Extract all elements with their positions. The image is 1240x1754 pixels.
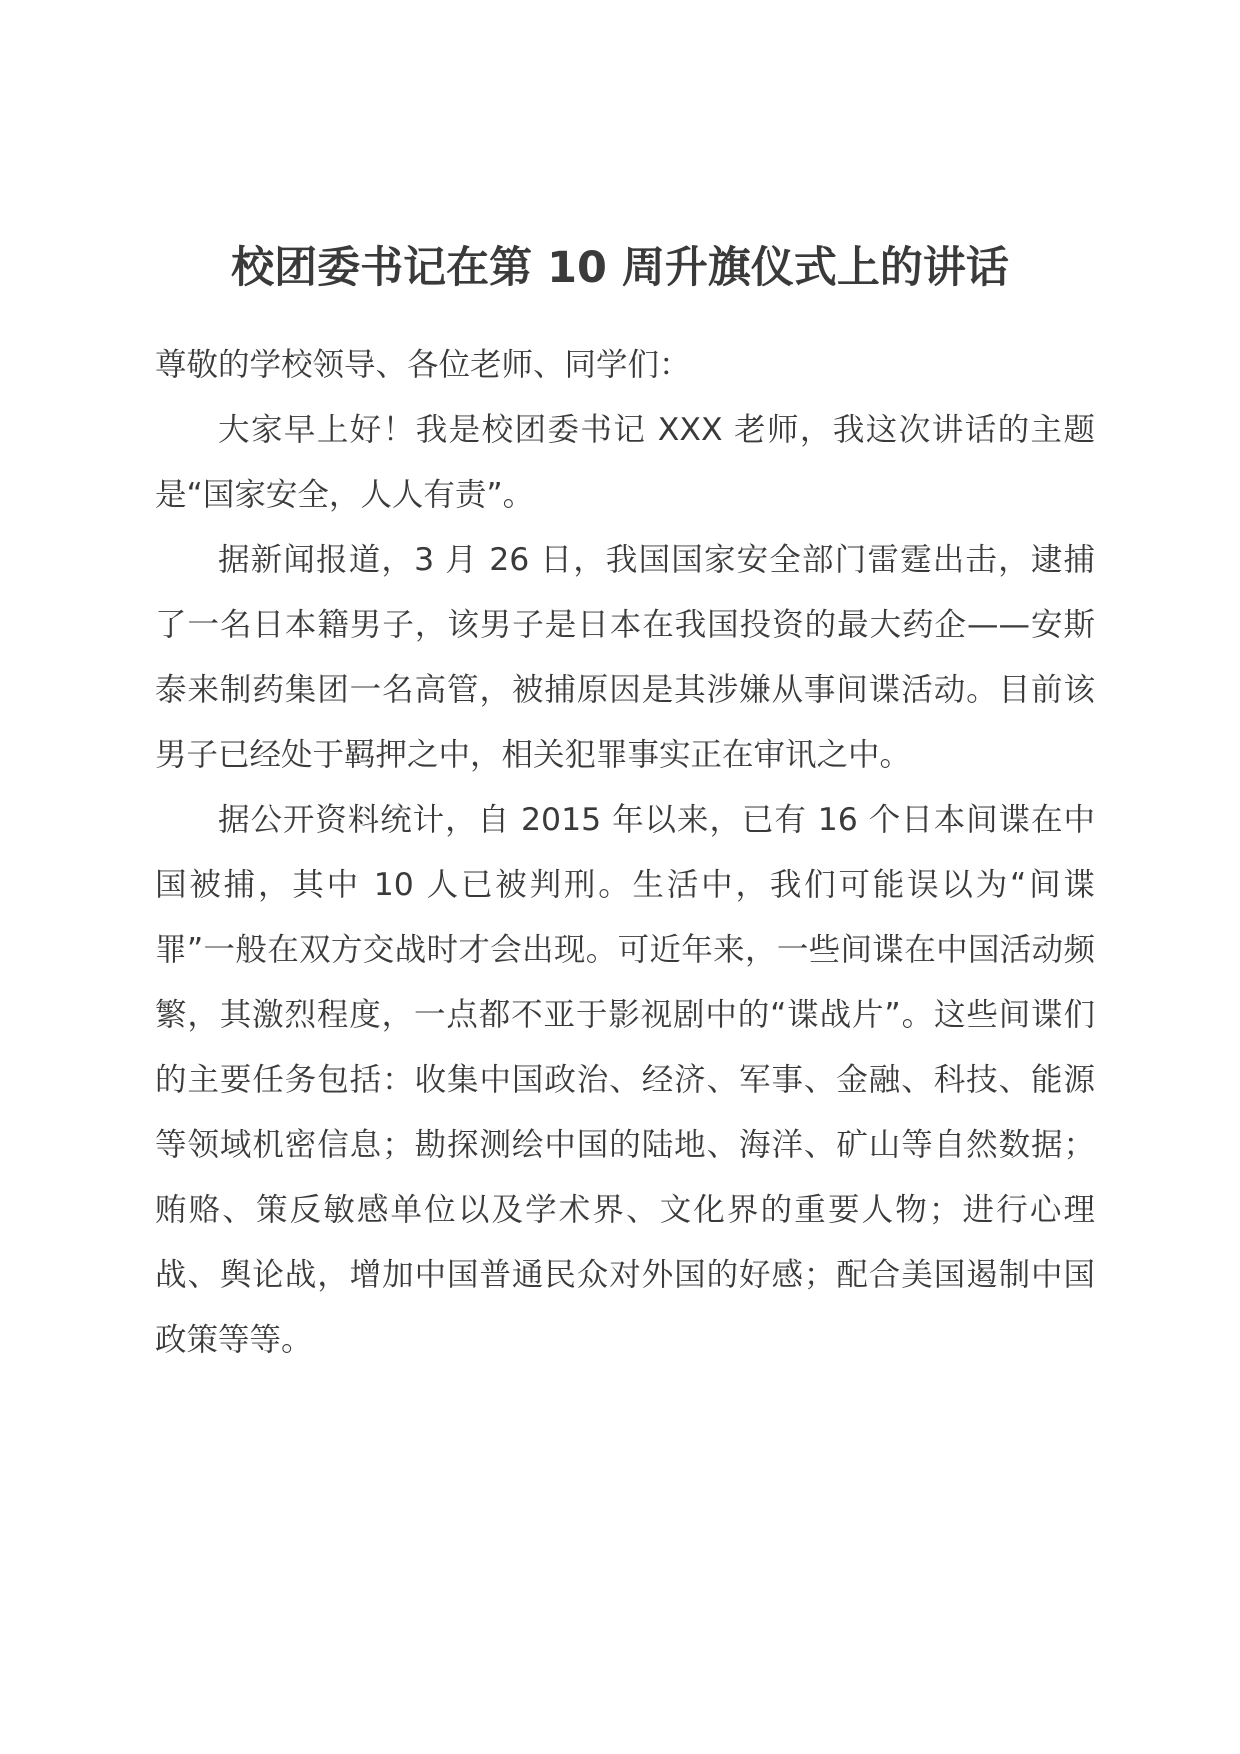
document-title: 校团委书记在第 10 周升旗仪式上的讲话 [231,243,1009,293]
salutation: 尊敬的学校领导、各位老师、同学们： [155,347,691,383]
paragraph-greeting: 大家早上好！我是校团委书记 XXX 老师，我这次讲话的主题是“国家安全，人人有责”。 [155,412,1095,513]
paragraph-statistics: 据公开资料统计，自 2015 年以来，已有 16 个日本间谍在中国被捕，其中 10 人已被判刑。生活中，我们可能误以为“间谍罪”一般在双方交战时才会出现。可近年来，一些间谍在中国活动频繁，其激烈程度，一点都不亚于影视剧中的“谍战片”。这些间谍们的主要任务包括：收集中国政治、经济、军事、金融、科技、能源等领域机密信息；勘探测绘中国的陆地、海洋、矿山等自然数据；贿赂、策反敏感单位以及学术界、文化界的重要人物；进行心理战、舆论战，增加中国普通民众对外国的好感；配合美国遏制中国政策等等。 [155,802,1095,1358]
document-body [155,333,1095,1373]
paragraph-news-report: 据新闻报道，3 月 26 日，我国国家安全部门雷霆出击，逮捕了一名日本籍男子，该男子是日本在我国投资的最大药企——安斯泰来制药集团一名高管，被捕原因是其涉嫌从事间谍活动。目前该男子已经处于羁押之中，相关犯罪事实正在审讯之中。 [155,542,1095,773]
